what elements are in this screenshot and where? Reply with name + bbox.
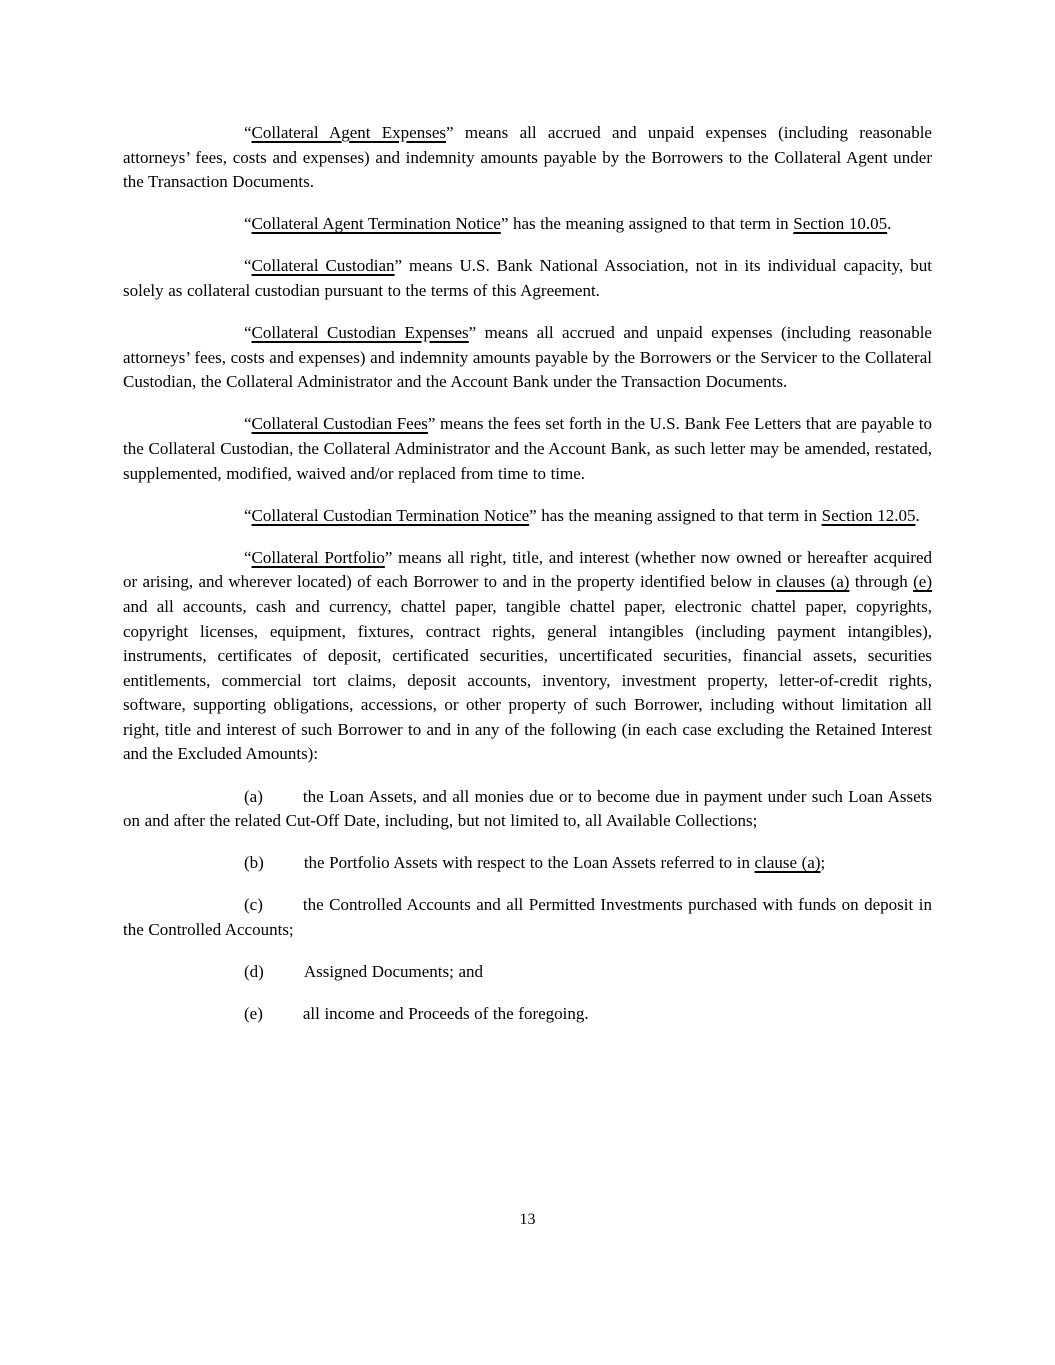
clause-c (123, 893, 932, 942)
body-text: ” has the meaning assigned to that term in (500, 214, 794, 234)
body-text: . (887, 214, 892, 234)
clause-label: (b) (244, 853, 264, 873)
section-ref-12-05: Section 12.05 (821, 505, 916, 525)
defined-term-collateral-agent-expenses: Collateral Agent Expenses (251, 123, 446, 142)
clause-e (123, 1002, 932, 1027)
clause-text: the Portfolio Assets with respect to the Loan Assets referred to in (303, 853, 755, 873)
clause-label: (d) (244, 962, 264, 982)
defined-term-collateral-custodian-fees: Collateral Custodian Fees (251, 414, 428, 434)
section-ref-10-05: Section 10.05 (793, 214, 888, 234)
page-number: 13 (519, 1211, 536, 1228)
clauses-a-ref: clauses (a) (776, 572, 850, 592)
body-text: ” means all right, title, and interest (whether now owned or hereafter acquired or arising, and wherever located) of each Borrower to and in the property identified below in (123, 547, 932, 592)
defined-term-collateral-custodian-termination-notice: Collateral Custodian Termination Notice (251, 505, 530, 525)
para-collateral-portfolio (123, 546, 932, 767)
para-collateral-agent-expenses (123, 121, 932, 195)
clause-text: all income and Proceeds of the foregoing. (302, 1004, 589, 1024)
defined-term-collateral-custodian: Collateral Custodian (251, 256, 395, 276)
para-collateral-agent-termination-notice (123, 212, 932, 237)
clause-a-ref: clause (a) (754, 853, 821, 873)
open-quote: “ (244, 547, 252, 567)
clause-label: (a) (244, 786, 263, 806)
body-text: through (849, 572, 914, 592)
open-quote: “ (244, 414, 252, 434)
open-quote: “ (244, 256, 252, 276)
body-text: . (915, 505, 920, 525)
clause-text: Assigned Documents; and (303, 962, 483, 982)
body-text: ” means the fees set forth in the U.S. Bank Fee Letters that are payable to the Collateral Custodian, the Collateral Administrator and the Account Bank, as such letter may be amended, restated, supplemented, modified, waived and/or replaced from time to time. (123, 414, 932, 483)
body-text: and all accounts, cash and currency, chattel paper, tangible chattel paper, electronic chattel paper, copyrights, copyright licenses, equipment, fixtures, contract rights, general intangibles (including payment intangibles), instruments, certificates of deposit, certificated securities, uncertificated securities, financial assets, securities entitlements, commercial tort claims, deposit accounts, inventory, investment property, letter-of-credit rights, software, supporting obligations, accessions, or other property of such Borrower, including without limitation all right, title and interest of such Borrower to and in any of the following (in each case excluding the Retained Interest and the Excluded Amounts): (123, 596, 932, 764)
clause-a (123, 785, 932, 834)
para-collateral-custodian-expenses (123, 321, 932, 395)
open-quote: “ (244, 214, 252, 234)
para-collateral-custodian (123, 254, 932, 303)
defined-term-collateral-custodian-expenses: Collateral Custodian Expenses (251, 323, 469, 343)
body-text: ” has the meaning assigned to that term in (529, 505, 822, 525)
para-collateral-custodian-termination-notice (123, 504, 932, 529)
defined-term-collateral-agent-termination-notice: Collateral Agent Termination Notice (251, 214, 501, 234)
open-quote: “ (244, 505, 252, 525)
clause-text: ; (820, 853, 826, 873)
clause-label: (e) (244, 1004, 263, 1024)
clause-text: the Controlled Accounts and all Permitted Investments purchased with funds on deposit in the Controlled Accounts; (123, 895, 932, 939)
clause-label: (c) (244, 895, 263, 915)
body-text: ” means U.S. Bank National Association, not in its individual capacity, but solely as collateral custodian pursuant to the terms of this Agreement. (123, 256, 932, 300)
clause-b (123, 851, 932, 876)
clause-e-ref: (e) (913, 572, 932, 592)
para-collateral-custodian-fees (123, 412, 932, 486)
defined-term-collateral-portfolio: Collateral Portfolio (251, 547, 385, 567)
clause-text: the Loan Assets, and all monies due or to become due in payment under such Loan Assets on and after the related Cut-Off Date, including, but not limited to, all Available Collections; (123, 786, 932, 831)
open-quote: “ (244, 323, 252, 343)
clause-d (123, 960, 932, 985)
body-text: ” means all accrued and unpaid expenses (including reasonable attorneys’ fees, costs and expenses) and indemnity amounts payable by the Borrowers to the Collateral Agent under the Transaction Documents. (123, 123, 932, 192)
body-text: ” means all accrued and unpaid expenses (including reasonable attorneys’ fees, costs and expenses) and indemnity amounts payable by the Borrowers or the Servicer to the Collateral Custodian, the Collateral Administrator and the Account Bank under the Transaction Documents. (123, 323, 932, 392)
open-quote: “ (244, 123, 252, 142)
